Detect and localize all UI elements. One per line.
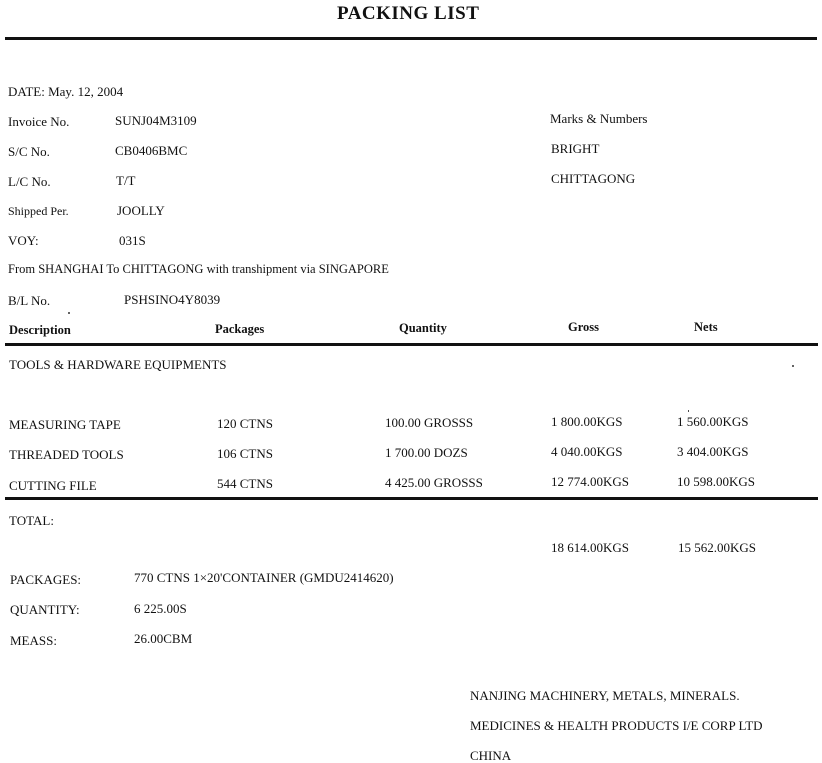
row-description: MEASURING TAPE — [9, 417, 121, 432]
row-packages: 544 CTNS — [217, 476, 273, 491]
sc-label: S/C No. — [8, 144, 50, 159]
meass-value: 26.00CBM — [134, 631, 193, 646]
row-nets: 10 598.00KGS — [677, 474, 756, 489]
packages-label: PACKAGES: — [10, 572, 82, 587]
row-packages: 120 CTNS — [217, 416, 273, 431]
row-quantity: 1 700.00 DOZS — [385, 445, 468, 460]
category-text: TOOLS & HARDWARE EQUIPMENTS — [9, 357, 227, 372]
row-quantity: 100.00 GROSSS — [385, 415, 474, 430]
voy-value: 031S — [119, 233, 146, 248]
voy-label: VOY: — [8, 233, 39, 248]
shipped-value: JOOLLY — [117, 203, 165, 218]
header-quantity: Quantity — [399, 321, 447, 335]
row-packages: 106 CTNS — [217, 446, 273, 461]
marks-line-1: BRIGHT — [551, 141, 600, 156]
route-text: From SHANGHAI To CHITTAGONG with transhipment via SINGAPORE — [8, 262, 389, 276]
invoice-label: Invoice No. — [8, 114, 70, 129]
speck-mark — [688, 410, 689, 412]
total-nets: 15 562.00KGS — [678, 540, 757, 555]
header-packages: Packages — [215, 322, 265, 336]
lc-value: T/T — [116, 173, 136, 188]
header-nets: Nets — [694, 320, 718, 334]
total-label: TOTAL: — [9, 513, 54, 528]
lc-label: L/C No. — [8, 174, 51, 189]
marks-line-2: CHITTAGONG — [551, 171, 636, 186]
speck-mark — [68, 312, 70, 314]
shipped-label: Shipped Per. — [8, 204, 69, 218]
marks-label: Marks & Numbers — [550, 111, 648, 126]
row-gross: 1 800.00KGS — [551, 414, 623, 429]
row-nets: 3 404.00KGS — [677, 444, 749, 459]
header-description: Description — [9, 323, 71, 337]
row-description: THREADED TOOLS — [9, 447, 124, 462]
row-nets: 1 560.00KGS — [677, 414, 749, 429]
row-gross: 4 040.00KGS — [551, 444, 623, 459]
company-line-1: NANJING MACHINERY, METALS, MINERALS. — [470, 688, 740, 703]
total-divider — [5, 497, 818, 500]
date-text: DATE: May. 12, 2004 — [8, 84, 124, 99]
sc-value: CB0406BMC — [115, 143, 188, 158]
bl-label: B/L No. — [8, 293, 51, 308]
header-gross: Gross — [568, 320, 600, 334]
company-line-2: MEDICINES & HEALTH PRODUCTS I/E CORP LTD — [470, 718, 763, 733]
meass-label: MEASS: — [10, 633, 57, 648]
speck-mark — [792, 365, 794, 367]
quantity-value: 6 225.00S — [134, 601, 187, 616]
row-gross: 12 774.00KGS — [551, 474, 630, 489]
row-quantity: 4 425.00 GROSSS — [385, 475, 483, 490]
title-divider — [5, 37, 817, 40]
row-description: CUTTING FILE — [9, 478, 97, 493]
company-line-3: CHINA — [470, 748, 512, 763]
bl-value: PSHSINO4Y8039 — [124, 292, 221, 307]
quantity-label: QUANTITY: — [10, 602, 80, 617]
header-divider — [5, 343, 818, 346]
invoice-value: SUNJ04M3109 — [115, 113, 197, 128]
packages-value: 770 CTNS 1×20'CONTAINER (GMDU2414620) — [134, 570, 394, 585]
page-title: PACKING LIST — [337, 3, 480, 24]
total-gross: 18 614.00KGS — [551, 540, 630, 555]
